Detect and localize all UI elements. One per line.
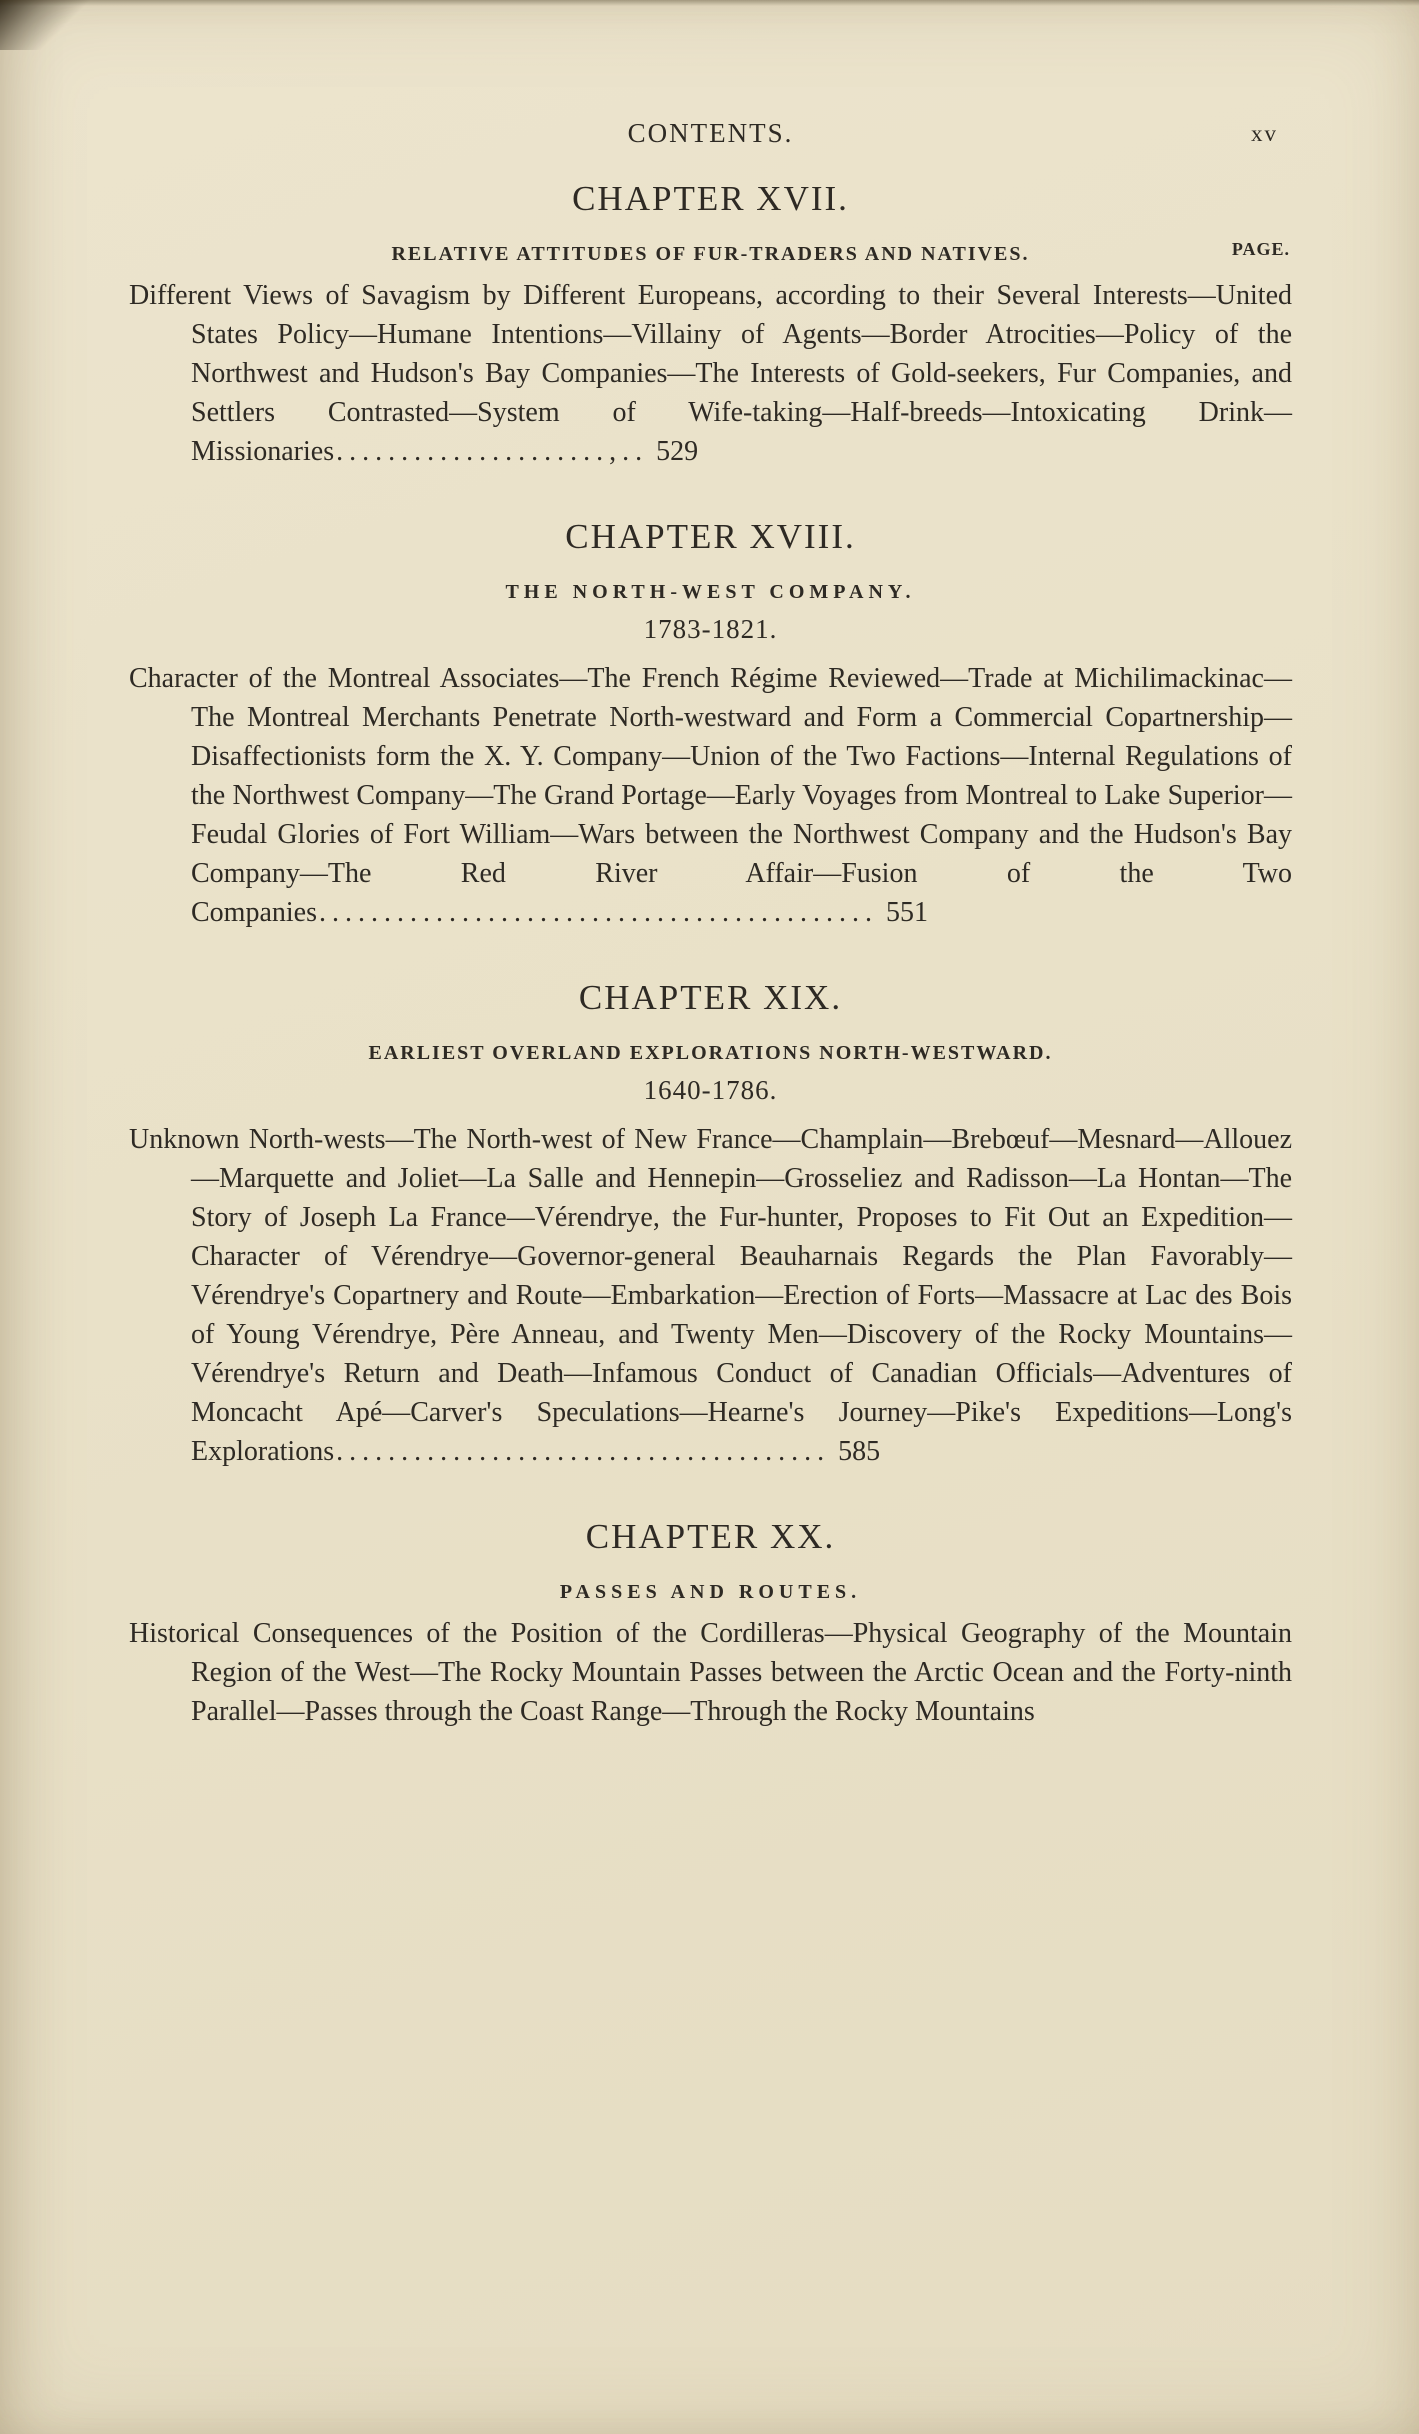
chapter-summary [129, 1120, 1292, 1471]
chapter-summary [129, 659, 1292, 932]
chapter-subtitle: PASSES AND ROUTES. [559, 1581, 862, 1603]
chapter-date-range: 1783-1821. [643, 614, 778, 644]
chapter-title: CHAPTER XVII. [572, 179, 849, 218]
chapter-page-number: 551 [886, 897, 928, 928]
chapter-subtitle-row [129, 1042, 1292, 1065]
chapter-summary [129, 276, 1292, 471]
chapter-section-xvii [129, 179, 1292, 471]
chapter-summary-text: Character of the Montreal Associates—The French Régime Reviewed—Trade at Michilimackinac—The Montreal Merchants Penetrate North-westward and Form a Commercial Copartnership—Disaffectionists form the X. Y. Company—Union of the Two Factions—Internal Regulations of the Northwest Company—The Grand Portage—Early Voyages from Montreal to Lake Superior—Feudal Glories of Fort William—Wars between the Northwest Company and the Hudson's Bay Company—The Red River Affair—Fusion of the Two Companies [129, 663, 1292, 928]
running-title: CONTENTS. [627, 118, 794, 148]
folio-number: xv [1251, 121, 1278, 146]
chapter-summary-text: Historical Consequences of the Position of the Cordilleras—Physical Geography of the Mountain Region of the West—The Rocky Mountain Passes between the Arctic Ocean and the Forty-ninth Parallel—Passes through the Coast Range—Through the Rocky Mountains [129, 1618, 1292, 1727]
chapter-page-number: 585 [838, 1436, 881, 1467]
chapter-subtitle-row [129, 1581, 1292, 1604]
chapter-section-xx [129, 1517, 1292, 1731]
chapter-summary-text: Different Views of Savagism by Different Europeans, according to their Several Interests—United States Policy—Humane Intentions—Villainy of Agents—Border Atrocities—Policy of the Northwest and Hudson's Bay Companies—The Interests of Gold-seekers, Fur Companies, and Settlers Contrasted—System of Wife-taking—Half-breeds—Intoxicating Drink—Missionaries [129, 280, 1292, 467]
chapter-section-xix [129, 978, 1292, 1471]
chapter-date-range: 1640-1786. [643, 1075, 778, 1105]
leader-dots: .....................,.. [336, 436, 649, 467]
leader-dots: ........................................... [319, 897, 878, 928]
chapter-title: CHAPTER XIX. [578, 978, 843, 1017]
chapter-subtitle-row [129, 581, 1292, 604]
chapter-section-xviii [129, 517, 1292, 932]
chapter-title: CHAPTER XX. [585, 1517, 836, 1556]
chapter-subtitle: EARLIEST OVERLAND EXPLORATIONS NORTH-WESTWARD. [368, 1042, 1053, 1064]
chapter-title: CHAPTER XVIII. [565, 517, 856, 556]
chapter-subtitle-row [129, 239, 1292, 266]
chapter-subtitle: THE NORTH-WEST COMPANY. [505, 581, 916, 603]
page-column-label: PAGE. [1231, 239, 1290, 259]
chapter-summary [129, 1614, 1292, 1731]
chapter-page-number: 529 [656, 436, 699, 467]
chapter-summary-text: Unknown North-wests—The North-west of New France—Champlain—Brebœuf—Mesnard—Allouez—Marquette and Joliet—La Salle and Hennepin—Grosseliez and Radisson—La Hontan—The Story of Joseph La France—Vérendrye, the Fur-hunter, Proposes to Fit Out an Expedition—Character of Vérendrye—Governor-general Beauharnais Regards the Plan Favorably—Vérendrye's Copartnery and Route—Embarkation—Erection of Forts—Massacre at Lac des Bois of Young Vérendrye, Père Anneau, and Twenty Men—Discovery of the Rocky Mountains—Vérendrye's Return and Death—Infamous Conduct of Canadian Officials—Adventures of Moncacht Apé—Carver's Speculations—Hearne's Journey—Pike's Expeditions—Long's Explorations [129, 1124, 1292, 1467]
running-head [129, 118, 1292, 149]
chapter-subtitle: RELATIVE ATTITUDES OF FUR-TRADERS AND NATIVES. [391, 243, 1030, 265]
leader-dots: ...................................... [336, 1436, 831, 1467]
